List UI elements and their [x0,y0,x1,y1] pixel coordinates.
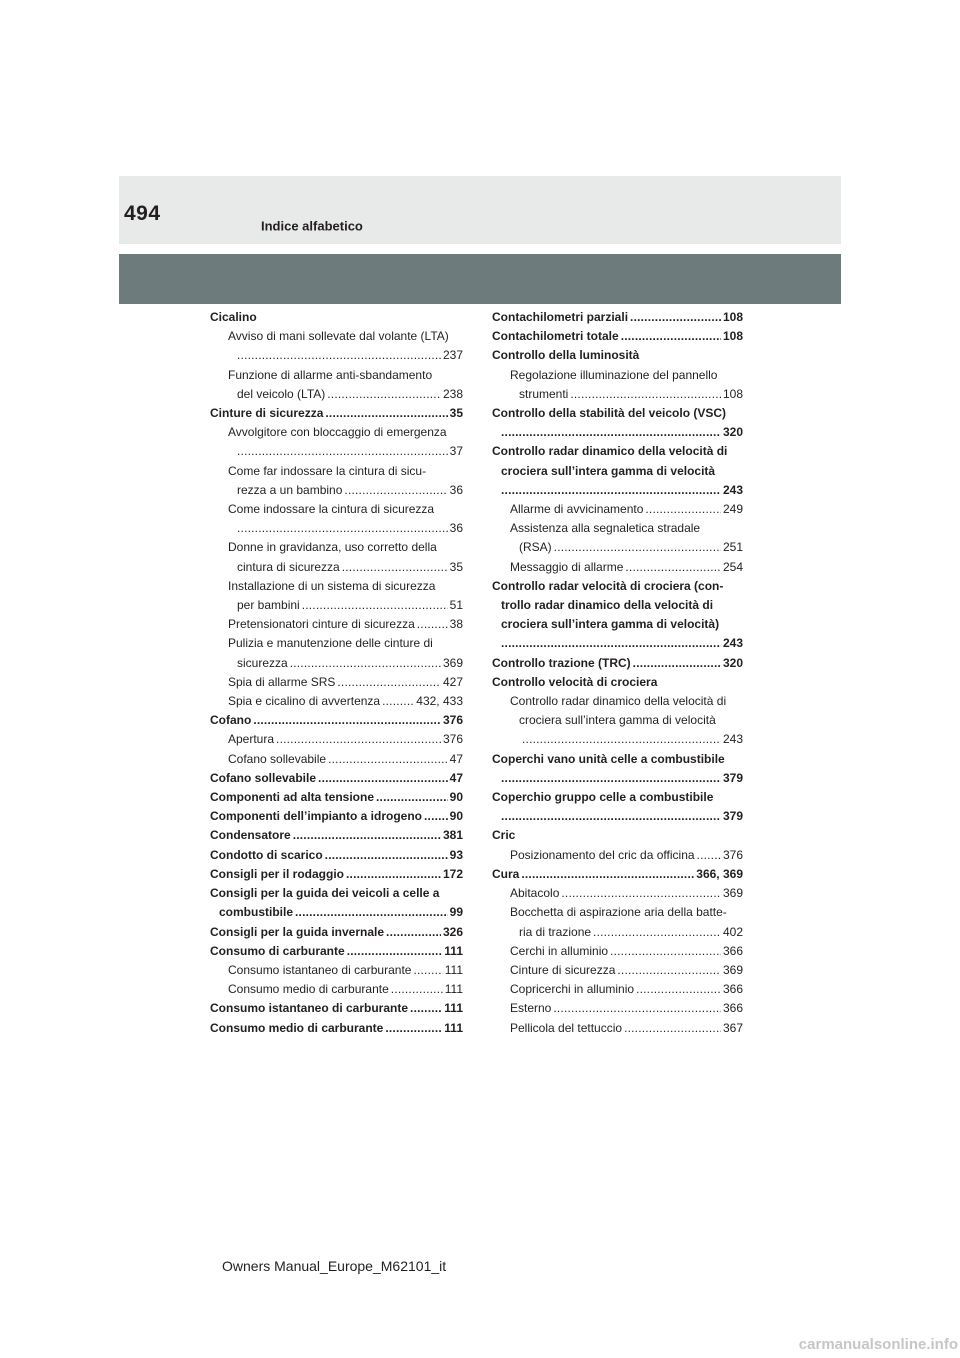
index-entry [492,634,743,653]
index-entry-text: Consigli per la guida dei veicoli a celle a [210,886,440,901]
dot-leader [391,980,443,999]
index-entry-text: Esterno [510,1001,552,1016]
index-entry [210,846,463,865]
index-page-ref[interactable]: 108 [722,310,743,324]
index-page-ref[interactable]: 93 [449,847,463,862]
index-entry-text: Consumo di carburante [210,943,345,958]
dot-leader [621,327,721,346]
index-entry [492,654,743,673]
index-page-ref[interactable]: 366, 369 [696,866,743,881]
index-page-ref[interactable]: 108 [722,329,743,344]
index-entry [492,846,743,865]
index-entry [210,596,463,615]
index-entry [492,826,743,845]
index-entry-text: Componenti dell’impianto a idrogeno [210,809,422,824]
index-entry-text: Controllo trazione (TRC) [492,655,631,670]
index-page-ref[interactable]: 366 [722,1001,743,1016]
index-entry-text: ria di trazione [519,924,592,939]
dot-leader [346,865,441,884]
index-page-ref[interactable]: 36 [449,482,463,497]
index-entry [210,462,463,481]
index-entry-text: del veicolo (LTA) [237,386,326,401]
index-page-ref[interactable]: 243 [722,482,743,497]
index-entry [210,385,463,404]
index-page-ref[interactable]: 36 [449,521,463,536]
dot-leader [630,308,721,327]
index-entry-text: Cofano sollevabile [228,751,327,766]
dot-leader [501,769,721,788]
index-page-ref[interactable]: 249 [722,502,743,517]
page-number: 494 [124,202,161,225]
index-entry [492,903,743,922]
dot-leader [645,500,721,519]
index-entry [210,923,463,942]
dot-leader [325,846,448,865]
index-entry [492,500,743,519]
dot-leader [697,846,721,865]
dot-leader [413,961,442,980]
index-entry-text: Consumo medio di carburante [210,1020,384,1035]
dot-leader [553,999,721,1018]
index-page-ref[interactable]: 367 [722,1020,743,1035]
index-entry-text: Cric [492,828,516,843]
dot-leader [293,826,441,845]
index-entry-text: Allarme di avvicinamento [510,502,644,517]
index-page-ref[interactable]: 254 [722,559,743,574]
index-entry-text: cintura di sicurezza [237,559,340,574]
index-page-ref[interactable]: 376 [722,847,743,862]
index-entry [492,596,743,615]
index-entry [210,519,463,538]
index-page-ref[interactable]: 111 [444,1020,463,1035]
index-page-ref[interactable]: 381 [442,828,463,843]
index-entry-text: Cofano sollevabile [210,770,317,785]
index-page-ref[interactable]: 111 [444,1001,463,1016]
dot-leader [342,558,448,577]
index-entry [492,385,743,404]
index-column-left [210,308,463,1038]
index-entry-text: (RSA) [519,540,552,555]
index-entry [210,558,463,577]
index-entry [492,999,743,1018]
dot-leader [327,385,441,404]
dot-leader [501,634,721,653]
index-entry [210,481,463,500]
index-entry-text: crociera sull’intera gamma di velocità) [501,617,720,632]
index-entry-text: Cura [492,866,520,881]
index-entry [492,807,743,826]
index-entry-text: Controllo della stabilità del veicolo (VSC) [492,406,727,421]
index-entry-text: Pretensionatori cinture di sicurezza [228,617,415,632]
section-title: Indice alfabetico [261,218,363,234]
index-entry [492,327,743,346]
index-entry-text: Pulizia e manutenzione delle cinture di [228,636,433,651]
index-page-ref[interactable]: 37 [449,444,463,459]
index-entry-text: strumenti [519,386,569,401]
dot-leader [328,750,448,769]
index-page-ref[interactable]: 108 [722,386,743,401]
index-page-ref[interactable]: 35 [449,406,463,421]
index-entry [210,615,463,634]
index-entry [492,404,743,423]
index-page-ref[interactable]: 99 [449,905,463,920]
index-entry-text: Coperchio gruppo celle a combustibile [492,790,714,805]
dot-leader [290,654,441,673]
index-page-ref[interactable]: 35 [449,559,463,574]
index-entry [210,346,463,365]
index-entry-text: Cinture di sicurezza [210,406,324,421]
index-entry-text: crociera sull’intera gamma di velocità [519,713,716,728]
index-entry [492,366,743,385]
index-entry [492,1019,743,1038]
index-page-ref[interactable]: 243 [722,732,743,747]
index-entry-text: per bambini [237,598,300,613]
index-entry [492,980,743,999]
index-page-ref[interactable]: 379 [722,770,743,785]
index-entry-text: Come far indossare la cintura di sicu- [228,463,427,478]
index-entry-text: Installazione di un sistema di sicurezza [228,578,436,593]
index-page-ref[interactable]: 379 [722,809,743,824]
index-page-ref[interactable]: 243 [722,636,743,651]
index-entry [492,788,743,807]
dot-leader [593,923,721,942]
index-entry [492,538,743,557]
index-entry [492,558,743,577]
index-entry-text: Consigli per la guida invernale [210,924,385,939]
index-entry [210,442,463,461]
dot-leader [295,903,448,922]
dot-leader [617,961,721,980]
index-entry [492,942,743,961]
dot-leader [570,385,721,404]
dot-leader [610,942,721,961]
index-entry [492,769,743,788]
index-entry-text: crociera sull’intera gamma di velocità [501,463,716,478]
index-entry-text: Controllo della luminosità [492,348,640,363]
dot-leader [318,769,448,788]
index-page-ref[interactable]: 111 [444,943,463,958]
index-entry [492,730,743,749]
index-entry-text: Controllo radar dinamico della velocità di [492,444,728,459]
dot-leader [325,404,447,423]
index-entry-text: Come indossare la cintura di sicurezza [228,502,435,517]
index-entry [210,673,463,692]
index-entry-text: Componenti ad alta tensione [210,790,375,805]
index-entry [492,865,743,884]
index-entry [210,711,463,730]
index-entry [492,673,743,692]
index-entry [210,884,463,903]
index-entry-text: Cicalino [210,310,257,324]
dot-leader [410,999,442,1018]
index-entry [492,577,743,596]
index-entry [492,519,743,538]
index-page-ref[interactable]: 172 [442,866,463,881]
index-entry [210,634,463,653]
index-page-ref[interactable]: 320 [722,425,743,440]
index-entry-text: Controllo radar velocità di crociera (con- [492,578,724,593]
index-entry-text: Abitacolo [510,886,560,901]
dot-leader [522,730,721,749]
index-page-ref[interactable]: 111 [444,982,463,997]
index-page-ref[interactable]: 38 [449,617,463,632]
dot-leader [624,1019,721,1038]
index-entry [210,692,463,711]
index-entry-text: Consumo istantaneo di carburante [210,1001,409,1016]
dot-leader [521,865,694,884]
index-entry [210,942,463,961]
index-entry-text: sicurezza [237,655,288,670]
index-entry [210,980,463,999]
index-entry-text: Consumo medio di carburante [228,982,389,997]
index-entry [210,500,463,519]
index-entry [492,462,743,481]
dot-leader [385,1019,442,1038]
dot-leader [253,711,441,730]
dot-leader [501,481,721,500]
index-entry-text: Consumo istantaneo di carburante [228,962,412,977]
dot-leader [344,481,447,500]
index-page-ref[interactable]: 369 [722,886,743,901]
index-page-ref[interactable]: 47 [449,770,463,785]
footer-manual-id: Owners Manual_Europe_M62101_it [222,1258,447,1274]
index-page-ref[interactable]: 376 [442,732,463,747]
index-entry [210,308,463,327]
index-entry-text: Contachilometri totale [492,329,619,344]
index-page-ref[interactable]: 402 [722,924,743,939]
index-page-ref[interactable]: 111 [444,962,463,977]
index-entry-text: Condensatore [210,828,291,843]
dot-leader [633,654,721,673]
index-entry-text: Apertura [228,732,275,747]
index-page-ref[interactable]: 376 [442,713,463,728]
dot-leader [337,673,441,692]
index-entry [492,961,743,980]
index-entry [210,903,463,922]
dot-leader [237,442,448,461]
index-entry [210,999,463,1018]
index-entry-text: Condotto di scarico [210,847,323,862]
index-entry [492,923,743,942]
index-entry [210,366,463,385]
index-entry-text: Coperchi vano unità celle a combustibile [492,751,725,766]
index-entry-text: Messaggio di allarme [510,559,624,574]
index-entry [492,442,743,461]
index-entry [210,961,463,980]
index-entry-text: Posizionamento del cric da officina [510,847,695,862]
index-entry-text: Contachilometri parziali [492,310,629,324]
index-entry-text: Controllo radar dinamico della velocità di [510,694,727,709]
dot-leader [625,558,721,577]
index-entry-text: Spia di allarme SRS [228,674,336,689]
index-entry-text: combustibile [219,905,294,920]
dot-leader [237,346,441,365]
index-entry [492,615,743,634]
index-entry [210,654,463,673]
index-entry-text: Cinture di sicurezza [510,962,616,977]
index-entry [210,865,463,884]
index-entry-text: Cofano [210,713,252,728]
index-entry [492,692,743,711]
index-entry [492,423,743,442]
index-page-ref[interactable]: 366 [722,982,743,997]
dot-leader [417,615,448,634]
index-entry [210,807,463,826]
dot-leader [561,884,721,903]
index-entry-text: Assistenza alla segnaletica stradale [510,521,701,536]
dot-leader [386,923,441,942]
index-entry-text: trollo radar dinamico della velocità di [501,598,714,613]
index-entry-text: Avvolgitore con bloccaggio di emergenza [228,425,447,440]
index-entry [492,711,743,730]
dot-leader [554,538,721,557]
dot-leader [424,807,448,826]
header-band [119,176,841,244]
index-page-ref[interactable]: 369 [722,962,743,977]
index-entry [210,750,463,769]
index-entry [210,1019,463,1038]
index-entry-text: Avviso di mani sollevate dal volante (LTA) [228,329,449,344]
index-page-ref[interactable]: 51 [449,598,463,613]
index-entry-text: Spia e cicalino di avvertenza [228,694,381,709]
index-entry-text: Cerchi in alluminio [510,943,609,958]
index-page-ref[interactable]: 366 [722,943,743,958]
index-entry [492,308,743,327]
watermark: carmanualsonline.info [798,1336,958,1353]
index-page-ref[interactable]: 432, 433 [416,694,463,709]
index-page-ref[interactable]: 427 [442,674,463,689]
index-page-ref[interactable]: 238 [442,386,463,401]
index-entry [492,346,743,365]
index-entry-text: Pellicola del tettuccio [510,1020,623,1035]
dot-leader [237,519,448,538]
index-entry [210,538,463,557]
dot-leader [276,730,441,749]
dot-leader [376,788,448,807]
index-entry [492,750,743,769]
index-entry-text: Donne in gravidanza, uso corretto della [228,540,437,555]
index-entry-text: rezza a un bambino [237,482,343,497]
index-entry-text: Funzione di allarme anti-sbandamento [228,367,433,382]
index-page-ref[interactable]: 90 [449,809,463,824]
index-entry [210,404,463,423]
index-page-ref[interactable]: 320 [722,655,743,670]
index-column-right [492,308,743,1038]
index-entry-text: Regolazione illuminazione del pannello [510,367,718,382]
dot-leader [382,692,414,711]
index-entry-text: Bocchetta di aspirazione aria della batte- [510,905,727,920]
index-entry [210,788,463,807]
index-entry [210,730,463,749]
dot-leader [302,596,448,615]
index-entry-text: Controllo velocità di crociera [492,674,658,689]
dot-leader [636,980,721,999]
index-page-ref[interactable]: 326 [442,924,463,939]
index-page-ref[interactable]: 90 [449,790,463,805]
index-entry [210,577,463,596]
index-entry [492,481,743,500]
index-page-ref[interactable]: 251 [722,540,743,555]
index-entry [210,826,463,845]
index-page-ref[interactable]: 47 [449,751,463,766]
index-entry-text: Copricerchi in alluminio [510,982,635,997]
dot-leader [501,423,721,442]
section-banner [119,254,841,304]
index-page-ref[interactable]: 369 [442,655,463,670]
index-entry-text: Consigli per il rodaggio [210,866,345,881]
index-page-ref[interactable]: 237 [442,348,463,363]
dot-leader [347,942,443,961]
index-entry [210,769,463,788]
index-entry [492,884,743,903]
index-entry [210,327,463,346]
index-entry [210,423,463,442]
dot-leader [501,807,721,826]
